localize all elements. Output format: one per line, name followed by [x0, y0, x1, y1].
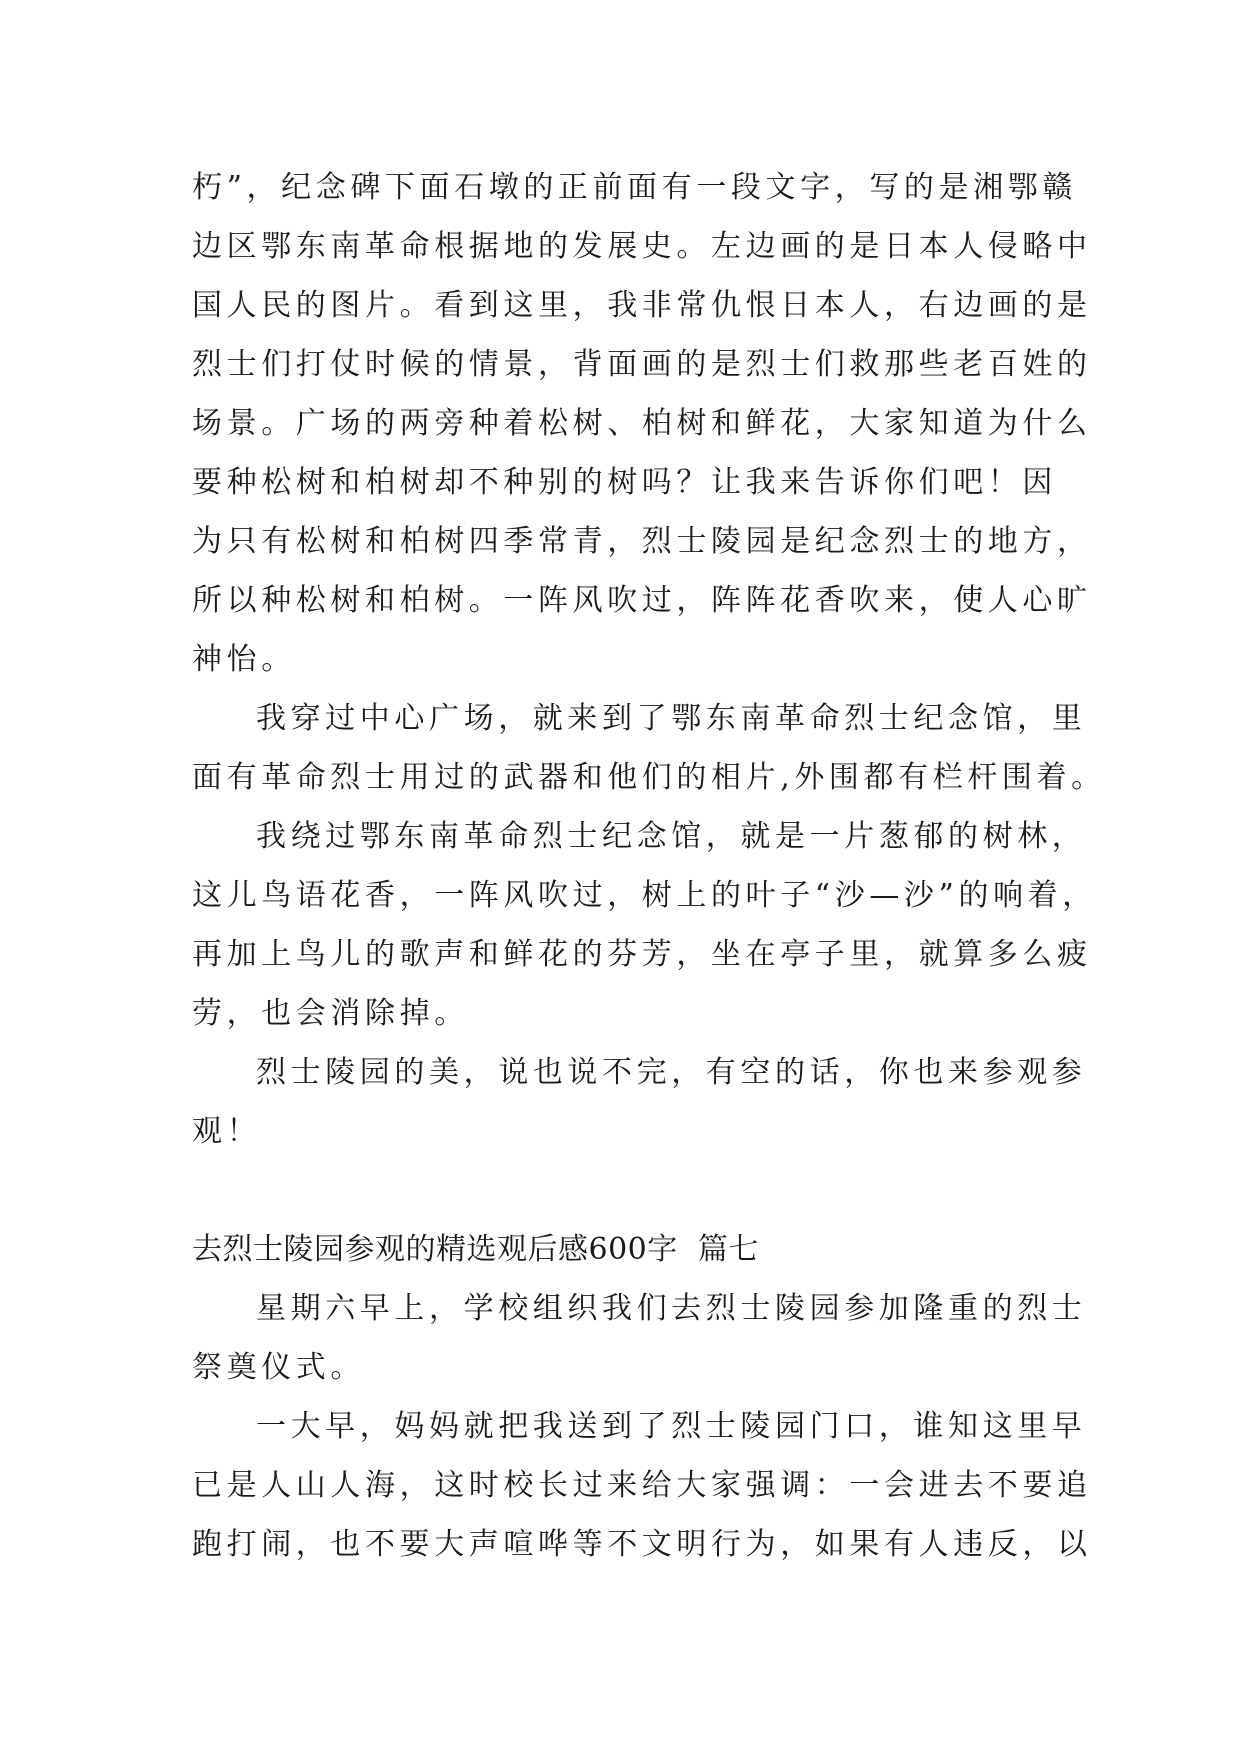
text-line: 烈士们打仗时候的情景，背面画的是烈士们救那些老百姓的 — [192, 347, 1092, 382]
text-line: 星期六早上，学校组织我们去烈士陵园参加隆重的烈士 — [256, 1291, 1087, 1326]
section-heading: 去烈士陵园参观的精选观后感600字 篇七 — [192, 1232, 759, 1267]
text-line: 边区鄂东南革命根据地的发展史。左边画的是日本人侵略中 — [192, 229, 1092, 264]
paragraph-memorial-hall — [192, 689, 1106, 807]
text-line: 面有革命烈士用过的武器和他们的相片,外围都有栏杆围着。 — [192, 760, 1106, 795]
paragraph-early-morning — [192, 1397, 1092, 1574]
text-line: 场景。广场的两旁种着松树、柏树和鲜花，大家知道为什么 — [192, 406, 1092, 441]
text-line: 已是人山人海，这时校长过来给大家强调：一会进去不要追 — [192, 1468, 1092, 1503]
text-line: 这儿鸟语花香，一阵风吹过，树上的叶子“沙—沙”的响着， — [192, 878, 1097, 913]
text-line: 神怡。 — [192, 642, 296, 677]
text-line: 劳，也会消除掉。 — [192, 996, 469, 1031]
text-line: 我绕过鄂东南革命烈士纪念馆，就是一片葱郁的树林， — [256, 819, 1087, 854]
section-spacer — [192, 1161, 1052, 1220]
text-line: 我穿过中心广场，就来到了鄂东南革命烈士纪念馆，里 — [256, 701, 1087, 736]
text-line: 为只有松树和柏树四季常青，烈士陵园是纪念烈士的地方， — [192, 524, 1092, 559]
text-line: 所以种松树和柏树。一阵风吹过，阵阵花香吹来，使人心旷 — [192, 583, 1092, 618]
paragraph-conclusion — [192, 1043, 1087, 1161]
text-line: 跑打闹，也不要大声喧哗等不文明行为，如果有人违反，以 — [192, 1527, 1092, 1562]
text-line: 国人民的图片。看到这里，我非常仇恨日本人，右边画的是 — [192, 288, 1092, 323]
paragraph-saturday-ceremony — [192, 1279, 1087, 1397]
text-line: 烈士陵园的美，说也说不完，有空的话，你也来参观参 — [256, 1055, 1087, 1090]
text-line: 观！ — [192, 1114, 262, 1149]
text-line: 再加上鸟儿的歌声和鲜花的芬芳，坐在亭子里，就算多么疲 — [192, 937, 1092, 972]
text-line: 一大早，妈妈就把我送到了烈士陵园门口，谁知这里早 — [256, 1409, 1087, 1444]
text-line: 祭奠仪式。 — [192, 1350, 365, 1385]
text-line: 朽”，纪念碑下面石墩的正前面有一段文字，写的是湘鄂赣 — [192, 170, 1077, 205]
document-page — [192, 158, 1106, 1574]
paragraph-woods — [192, 807, 1097, 1043]
text-line: 要种松树和柏树却不种别的树吗？让我来告诉你们吧！因 — [192, 465, 1057, 500]
paragraph-memorial-description — [192, 158, 1092, 689]
